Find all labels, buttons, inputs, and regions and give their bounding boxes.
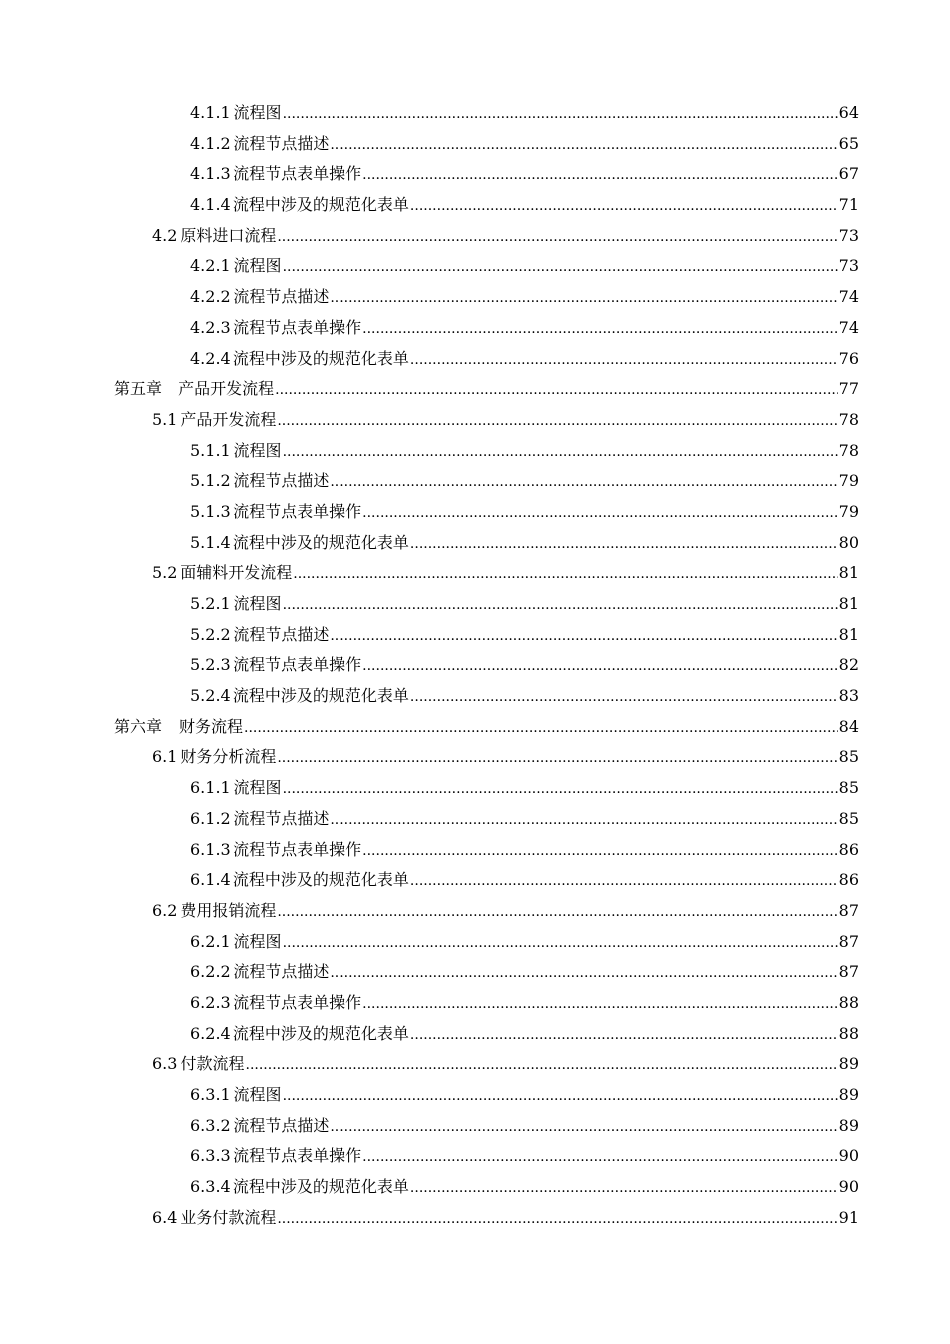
toc-dot-leader [277, 743, 837, 774]
toc-dot-leader [283, 1081, 838, 1112]
toc-entry[interactable] [0, 159, 950, 190]
toc-entry-number: 5.2 [152, 563, 178, 583]
toc-entry[interactable] [0, 436, 950, 467]
toc-entry[interactable] [0, 620, 950, 651]
toc-page-number: 83 [838, 686, 859, 706]
toc-page-number: 64 [838, 103, 859, 122]
toc-page-number: 79 [838, 471, 859, 491]
toc-page-number: 89 [838, 1054, 859, 1074]
toc-entry-number: 4.2.1 [190, 256, 231, 276]
toc-page-number: 87 [838, 931, 859, 951]
toc-page-number: 85 [838, 808, 859, 828]
toc-dot-leader [362, 836, 837, 867]
toc-page-number: 77 [838, 379, 859, 399]
toc-entry-number: 6.3.4 [190, 1177, 231, 1197]
toc-entry-number: 5.1.4 [190, 532, 231, 552]
toc-entry-number: 6.3.1 [190, 1085, 231, 1104]
toc-page-number: 65 [838, 133, 859, 153]
toc-page-number: 80 [838, 532, 859, 552]
toc-entry-title: 流程图 [233, 440, 282, 460]
toc-entry[interactable] [0, 988, 950, 1019]
toc-entry-title: 流程节点描述 [233, 1115, 330, 1135]
toc-entry-title: 流程节点描述 [233, 133, 330, 153]
toc-page-number: 88 [838, 1023, 859, 1043]
toc-entry-title: 业务付款流程 [180, 1207, 277, 1227]
toc-dot-leader [362, 651, 837, 682]
toc-dot-leader [410, 1020, 838, 1051]
toc-entry-number: 4.1.2 [190, 133, 231, 153]
toc-page-number: 85 [838, 778, 859, 798]
toc-dot-leader [362, 314, 837, 345]
toc-entry-number: 5.2.1 [190, 594, 231, 613]
toc-dot-leader [277, 897, 837, 928]
toc-dot-leader [410, 191, 838, 222]
toc-entry-title: 流程中涉及的规范化表单 [232, 532, 409, 552]
toc-entry-title: 流程中涉及的规范化表单 [232, 1177, 409, 1197]
toc-dot-leader [283, 99, 838, 130]
table-of-contents [0, 98, 950, 1233]
toc-entry-number: 5.1.1 [190, 440, 231, 460]
toc-page-number: 74 [838, 287, 859, 307]
toc-entry-title: 流程中涉及的规范化表单 [232, 348, 409, 368]
toc-entry-number: 6.1.2 [190, 808, 231, 828]
toc-page-number: 82 [838, 655, 859, 675]
toc-entry-title: 流程节点表单操作 [233, 317, 362, 337]
toc-entry[interactable] [0, 957, 950, 988]
toc-page-number: 74 [838, 317, 859, 337]
toc-entry-title: 流程节点描述 [233, 287, 330, 307]
toc-page-number: 78 [838, 440, 859, 460]
toc-entry[interactable] [0, 466, 950, 497]
toc-entry-title: 流程中涉及的规范化表单 [232, 870, 409, 890]
toc-dot-leader [410, 529, 838, 560]
toc-page-number: 86 [838, 839, 859, 859]
toc-entry[interactable] [0, 221, 950, 252]
toc-dot-leader [244, 713, 838, 744]
toc-dot-leader [275, 375, 838, 406]
toc-page-number: 86 [838, 870, 859, 890]
toc-chapter-entry[interactable] [0, 712, 950, 743]
toc-dot-leader [283, 590, 838, 621]
toc-entry[interactable] [0, 528, 950, 559]
toc-dot-leader [330, 467, 837, 498]
toc-entry-number: 5.2.2 [190, 624, 231, 644]
toc-entry[interactable] [0, 589, 950, 620]
toc-entry-number: 第六章 [114, 716, 163, 736]
toc-entry[interactable] [0, 129, 950, 160]
toc-entry[interactable] [0, 1019, 950, 1050]
toc-dot-leader [330, 621, 837, 652]
toc-entry-title: 流程节点表单操作 [233, 992, 362, 1012]
toc-page-number: 90 [838, 1177, 859, 1197]
toc-entry-number: 4.2.4 [190, 348, 231, 368]
toc-dot-leader [330, 958, 837, 989]
toc-entry[interactable] [0, 282, 950, 313]
toc-entry-number: 6.2.1 [190, 931, 231, 951]
toc-dot-leader [410, 345, 838, 376]
toc-entry-title: 付款流程 [180, 1054, 245, 1074]
toc-page-number: 71 [838, 195, 859, 215]
toc-entry[interactable] [0, 1049, 950, 1080]
toc-entry-title: 财务分析流程 [180, 747, 277, 767]
toc-entry-title: 产品开发流程 [178, 379, 275, 399]
toc-entry[interactable] [0, 98, 950, 129]
toc-page-number: 81 [838, 624, 859, 644]
toc-dot-leader [330, 1112, 837, 1143]
toc-entry-number: 4.2 [152, 225, 178, 245]
toc-entry-title: 流程节点表单操作 [233, 655, 362, 675]
toc-entry-number: 4.1.4 [190, 195, 231, 215]
toc-entry-title: 流程节点描述 [233, 624, 330, 644]
toc-page-number: 88 [838, 992, 859, 1012]
toc-dot-leader [330, 283, 837, 314]
toc-page-number: 73 [838, 256, 859, 276]
toc-entry[interactable] [0, 681, 950, 712]
toc-page-number: 79 [838, 501, 859, 521]
toc-entry-title: 面辅料开发流程 [180, 563, 293, 583]
toc-entry[interactable] [0, 927, 950, 958]
toc-entry[interactable] [0, 742, 950, 773]
toc-entry[interactable] [0, 558, 950, 589]
toc-page-number: 89 [838, 1085, 859, 1104]
toc-dot-leader [277, 222, 837, 253]
toc-entry-number: 第五章 [114, 379, 163, 399]
toc-entry-title: 流程图 [233, 256, 282, 276]
toc-dot-leader [330, 130, 837, 161]
toc-entry[interactable] [0, 650, 950, 681]
toc-entry-title: 流程图 [233, 103, 282, 122]
toc-dot-leader [362, 498, 837, 529]
toc-entry[interactable] [0, 835, 950, 866]
toc-entry-number: 6.2.4 [190, 1023, 231, 1043]
toc-dot-leader [330, 805, 837, 836]
toc-entry[interactable] [0, 1080, 950, 1111]
toc-entry[interactable] [0, 497, 950, 528]
toc-entry-number: 5.1.3 [190, 501, 231, 521]
toc-entry[interactable] [0, 896, 950, 927]
toc-entry-title: 流程图 [233, 931, 282, 951]
toc-page-number: 78 [838, 409, 859, 429]
toc-entry[interactable] [0, 1141, 950, 1172]
toc-entry-title: 流程中涉及的规范化表单 [232, 195, 409, 215]
toc-entry-title: 流程节点表单操作 [233, 501, 362, 521]
toc-entry-number: 6.1.1 [190, 778, 231, 798]
toc-entry-number: 5.1.2 [190, 471, 231, 491]
toc-entry-number: 6.2 [152, 900, 178, 920]
toc-entry[interactable] [0, 405, 950, 436]
toc-entry[interactable] [0, 251, 950, 282]
toc-entry-number: 6.1 [152, 747, 178, 767]
toc-entry-number: 6.2.2 [190, 962, 231, 982]
toc-dot-leader [410, 866, 838, 897]
toc-entry-number: 6.1.4 [190, 870, 231, 890]
toc-entry-title: 流程节点描述 [233, 808, 330, 828]
toc-entry-number: 6.3.2 [190, 1115, 231, 1135]
toc-entry-number: 6.3.3 [190, 1146, 231, 1166]
toc-entry-number: 6.3 [152, 1054, 178, 1074]
toc-page-number: 85 [838, 747, 859, 767]
toc-dot-leader [410, 682, 838, 713]
toc-entry-number: 5.2.4 [190, 686, 231, 706]
toc-page-number: 73 [838, 225, 859, 245]
toc-page-number: 81 [838, 594, 859, 613]
toc-entry[interactable] [0, 313, 950, 344]
toc-dot-leader [410, 1173, 838, 1204]
toc-page-number: 91 [838, 1207, 859, 1227]
toc-page-number: 89 [838, 1115, 859, 1135]
toc-page-number: 84 [838, 716, 859, 736]
toc-entry-title: 产品开发流程 [180, 409, 277, 429]
toc-dot-leader [277, 1204, 837, 1235]
toc-entry[interactable] [0, 344, 950, 375]
toc-chapter-entry[interactable] [0, 374, 950, 405]
toc-dot-leader [283, 774, 838, 805]
toc-entry-title: 流程中涉及的规范化表单 [232, 686, 409, 706]
toc-entry-title: 流程节点表单操作 [233, 164, 362, 184]
toc-entry-title: 流程图 [233, 1085, 282, 1104]
toc-dot-leader [246, 1050, 838, 1081]
toc-dot-leader [293, 559, 837, 590]
toc-entry-number: 6.2.3 [190, 992, 231, 1012]
toc-page-number: 87 [838, 900, 859, 920]
toc-entry-number: 5.1 [152, 409, 178, 429]
toc-entry-title: 财务流程 [179, 716, 244, 736]
toc-entry-title: 流程图 [233, 778, 282, 798]
toc-entry-title: 流程中涉及的规范化表单 [232, 1023, 409, 1043]
toc-entry-number: 6.4 [152, 1207, 178, 1227]
toc-entry-title: 费用报销流程 [180, 900, 277, 920]
toc-dot-leader [277, 406, 837, 437]
toc-page-number: 76 [838, 348, 859, 368]
toc-entry-title: 流程节点描述 [233, 962, 330, 982]
toc-entry-number: 4.2.3 [190, 317, 231, 337]
toc-dot-leader [362, 160, 837, 191]
toc-entry-number: 6.1.3 [190, 839, 231, 859]
toc-page-number: 87 [838, 962, 859, 982]
toc-page-number: 67 [838, 164, 859, 184]
toc-entry-title: 流程图 [233, 594, 282, 613]
toc-entry-number: 4.1.3 [190, 164, 231, 184]
toc-dot-leader [283, 437, 838, 468]
toc-dot-leader [362, 1142, 837, 1173]
toc-entry[interactable] [0, 1172, 950, 1203]
toc-dot-leader [283, 252, 838, 283]
toc-entry-title: 流程节点描述 [233, 471, 330, 491]
toc-entry-title: 原料进口流程 [180, 225, 277, 245]
toc-entry-number: 4.1.1 [190, 103, 231, 122]
toc-entry-title: 流程节点表单操作 [233, 1146, 362, 1166]
toc-entry-number: 4.2.2 [190, 287, 231, 307]
toc-entry[interactable] [0, 1111, 950, 1142]
toc-entry-number: 5.2.3 [190, 655, 231, 675]
toc-entry[interactable] [0, 804, 950, 835]
toc-entry[interactable] [0, 1203, 950, 1234]
toc-page-number: 90 [838, 1146, 859, 1166]
toc-dot-leader [283, 928, 838, 959]
toc-dot-leader [362, 989, 837, 1020]
toc-entry[interactable] [0, 865, 950, 896]
toc-entry-title: 流程节点表单操作 [233, 839, 362, 859]
toc-entry[interactable] [0, 773, 950, 804]
toc-entry[interactable] [0, 190, 950, 221]
toc-page-number: 81 [838, 563, 859, 583]
